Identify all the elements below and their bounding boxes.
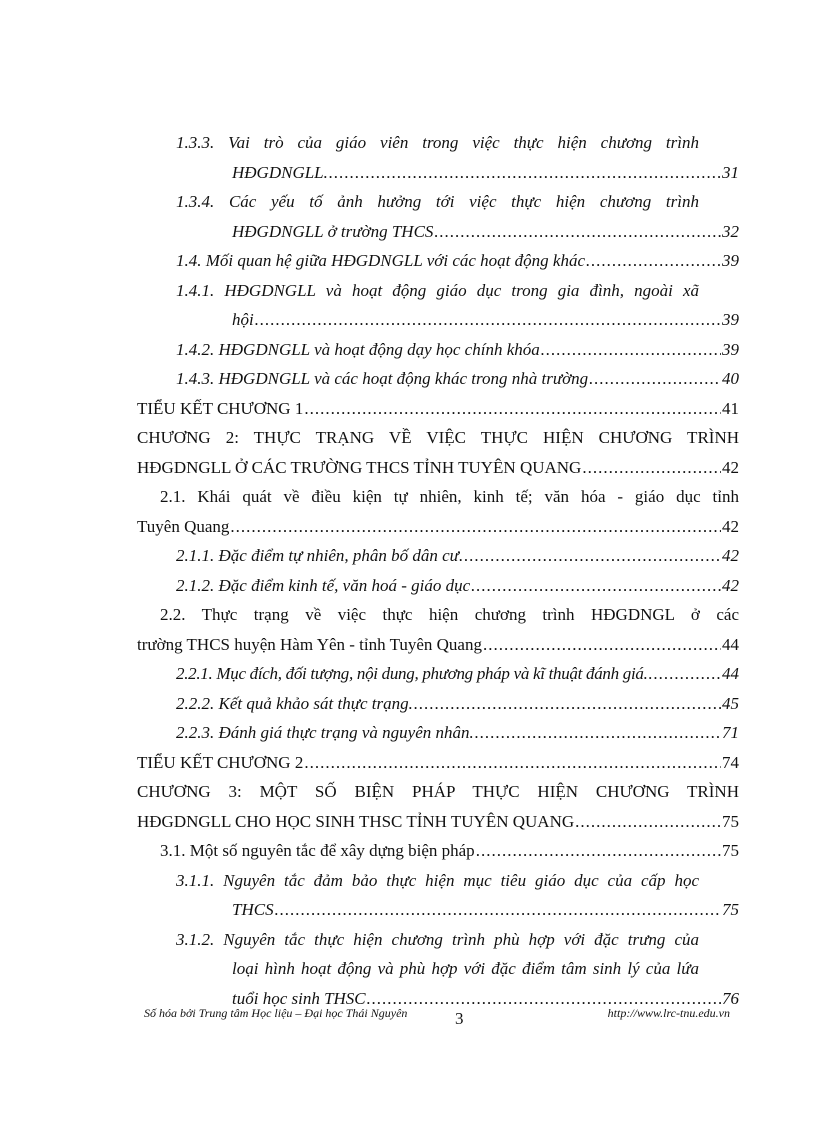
toc-entry-text: HĐGDNGLL. bbox=[232, 162, 328, 182]
dot-leader bbox=[589, 364, 721, 394]
dot-leader bbox=[483, 630, 721, 660]
toc-page-number: 40 bbox=[722, 369, 739, 388]
toc-entry[interactable] bbox=[176, 718, 739, 748]
toc-entry-text: 1.4. Mối quan hệ giữa HĐGDNGLL với các hoạt động khác bbox=[176, 251, 585, 270]
toc-entry-text: 1.4.3. HĐGDNGLL và các hoạt động khác trong nhà trường bbox=[176, 369, 589, 388]
toc-entry-text: TIỂU KẾT CHƯƠNG 2 bbox=[137, 752, 304, 772]
toc-entry-text: 1.4.1. HĐGDNGLL và hoạt động giáo dục trong gia đình, ngoài xã bbox=[176, 280, 699, 300]
toc-page-number: 42 bbox=[722, 546, 739, 565]
toc-entry-text: 3.1.2. Nguyên tắc thực hiện chương trình phù hợp với đặc trưng của bbox=[176, 929, 699, 949]
toc-entry[interactable] bbox=[137, 748, 739, 778]
toc-entry[interactable] bbox=[176, 659, 739, 689]
dot-leader bbox=[586, 246, 721, 276]
toc-page-number: 75 bbox=[722, 811, 739, 831]
toc-entry-text: HĐGDNGLL Ở CÁC TRƯỜNG THCS TỈNH TUYÊN QUANG bbox=[137, 457, 582, 477]
toc-entry-text: trường THCS huyện Hàm Yên - tỉnh Tuyên Quang bbox=[137, 634, 482, 654]
toc-page-number: 39 bbox=[722, 339, 739, 359]
dot-leader bbox=[582, 453, 721, 483]
toc-entry[interactable] bbox=[137, 394, 739, 424]
toc-entry[interactable] bbox=[176, 335, 739, 365]
toc-entry-text: 1.3.4. Các yếu tố ảnh hưởng tới việc thực hiện chương trình bbox=[176, 192, 699, 211]
toc-entry-text: 2.2.2. Kết quả khảo sát thực trạng. bbox=[176, 693, 413, 713]
toc-page-number: 74 bbox=[722, 752, 739, 772]
toc-entry[interactable] bbox=[176, 541, 739, 571]
dot-leader bbox=[541, 335, 721, 365]
toc-entry[interactable] bbox=[176, 276, 739, 335]
toc-entry-text: 3.1.1. Nguyên tắc đảm bảo thực hiện mục tiêu giáo dục của cấp học bbox=[176, 870, 699, 890]
toc-entry[interactable] bbox=[160, 836, 739, 866]
toc-page-number: 42 bbox=[722, 575, 739, 595]
toc-page-number: 39 bbox=[722, 251, 739, 270]
dot-leader bbox=[304, 748, 721, 778]
dot-leader bbox=[476, 836, 721, 866]
dot-leader bbox=[475, 718, 721, 748]
toc-page-number: 44 bbox=[722, 664, 739, 683]
toc-entry-text: 1.3.3. Vai trò của giáo viên trong việc thực hiện chương trình bbox=[176, 133, 699, 152]
toc-entry-text: CHƯƠNG 2: THỰC TRẠNG VỀ VIỆC THỰC HIỆN CHƯƠNG TRÌNH bbox=[137, 428, 739, 447]
toc-entry[interactable] bbox=[137, 482, 739, 541]
dot-leader bbox=[255, 305, 721, 335]
toc-entry-text: 2.2.1. Mục đích, đối tượng, nội dung, phương pháp và kĩ thuật đánh giá. bbox=[176, 664, 648, 683]
dot-leader bbox=[329, 158, 721, 188]
toc-entry-text: 1.4.2. HĐGDNGLL và hoạt động dạy học chính khóa bbox=[176, 339, 540, 359]
toc-entry[interactable] bbox=[176, 571, 739, 601]
toc-page-number: 71 bbox=[722, 723, 739, 742]
toc-page-number: 42 bbox=[722, 457, 739, 477]
toc-entry-text: 2.2.3. Đánh giá thực trạng và nguyên nhân. bbox=[176, 723, 474, 742]
toc-entry[interactable] bbox=[176, 689, 739, 719]
toc-entry-text: 2.1.2. Đặc điểm kinh tế, văn hoá - giáo dục bbox=[176, 575, 471, 595]
toc-entry[interactable] bbox=[137, 777, 739, 836]
toc-entry-text: TIỂU KẾT CHƯƠNG 1 bbox=[137, 398, 304, 418]
table-of-contents bbox=[0, 128, 816, 1013]
dot-leader bbox=[649, 659, 721, 689]
toc-entry[interactable] bbox=[176, 925, 739, 1014]
footer-url-link[interactable]: http://www.lrc-tnu.edu.vn bbox=[607, 1006, 730, 1020]
dot-leader bbox=[575, 807, 721, 837]
toc-entry[interactable] bbox=[137, 600, 739, 659]
dot-leader bbox=[304, 394, 721, 424]
toc-page-number: 76 bbox=[722, 988, 739, 1008]
toc-entry-text: 2.2. Thực trạng về việc thực hiện chương trình HĐGDNGL ở các bbox=[160, 605, 739, 624]
toc-entry-text: loại hình hoạt động và phù hợp với đặc điểm tâm sinh lý của lứa bbox=[232, 959, 699, 978]
toc-entry[interactable] bbox=[137, 423, 739, 482]
toc-entry-text: HĐGDNGLL ở trường THCS bbox=[232, 221, 434, 241]
toc-entry-text: tuổi học sinh THSC bbox=[232, 988, 366, 1008]
toc-page-number: 31 bbox=[722, 162, 739, 182]
toc-entry[interactable] bbox=[176, 128, 739, 187]
toc-page-number: 41 bbox=[722, 398, 739, 418]
page-footer bbox=[0, 1001, 816, 1031]
dot-leader bbox=[471, 571, 721, 601]
toc-entry-text: 3.1. Một số nguyên tắc để xây dựng biện pháp bbox=[160, 841, 475, 860]
toc-entry[interactable] bbox=[176, 246, 739, 276]
toc-entry-text: 2.1.1. Đặc điểm tự nhiên, phân bố dân cư. bbox=[176, 546, 464, 565]
dot-leader bbox=[414, 689, 721, 719]
toc-page-number: 42 bbox=[722, 516, 739, 536]
dot-leader bbox=[275, 895, 721, 925]
toc-page-number: 75 bbox=[722, 841, 739, 860]
dot-leader bbox=[230, 512, 721, 542]
toc-page-number: 75 bbox=[722, 900, 739, 919]
toc-entry[interactable] bbox=[176, 364, 739, 394]
toc-page-number: 45 bbox=[722, 693, 739, 713]
page-number: 3 bbox=[455, 1009, 464, 1028]
dot-leader bbox=[434, 217, 721, 247]
toc-page-number: 39 bbox=[722, 310, 739, 329]
toc-entry-text: 2.1. Khái quát về điều kiện tự nhiên, kinh tế; văn hóa - giáo dục tỉnh bbox=[160, 487, 739, 506]
toc-entry-text: HĐGDNGLL CHO HỌC SINH THSC TỈNH TUYÊN QUANG bbox=[137, 811, 575, 831]
footer-source-text: Số hóa bởi Trung tâm Học liệu – Đại học Thái Nguyên bbox=[144, 1006, 408, 1020]
dot-leader bbox=[464, 541, 721, 571]
toc-entry-text: hội bbox=[232, 310, 254, 329]
toc-entry[interactable] bbox=[176, 866, 739, 925]
toc-page-number: 44 bbox=[722, 634, 739, 654]
toc-page-number: 32 bbox=[722, 221, 739, 241]
toc-entry-text: Tuyên Quang bbox=[137, 516, 230, 536]
toc-entry-text: CHƯƠNG 3: MỘT SỐ BIỆN PHÁP THỰC HIỆN CHƯƠNG TRÌNH bbox=[137, 782, 739, 801]
toc-entry[interactable] bbox=[176, 187, 739, 246]
toc-entry-text: THCS bbox=[232, 900, 274, 919]
